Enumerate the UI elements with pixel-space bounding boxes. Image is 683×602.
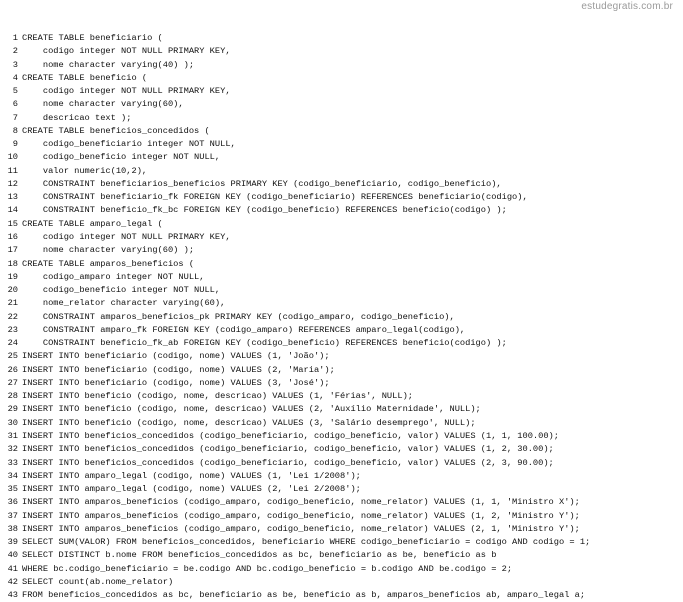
line-number: 12 (7, 178, 18, 189)
code-line-text: INSERT INTO amparos_beneficios (codigo_amparo, codigo_beneficio, nome_relator) VALUES (1, 2, 'Ministro Y'); (22, 510, 580, 521)
code-line-text: CONSTRAINT beneficio_fk_ab FOREIGN KEY (codigo_beneficio) REFERENCES beneficio(codigo) ); (22, 338, 507, 349)
code-line-text: nome character varying(40) ); (22, 59, 195, 70)
code-line-text: nome_relator character varying(60), (22, 298, 226, 309)
code-line (4, 536, 680, 549)
code-line-text: CREATE TABLE amparo_legal ( (22, 218, 163, 229)
code-line-text: INSERT INTO amparo_legal (codigo, nome) VALUES (2, 'Lei 2/2008'); (22, 484, 361, 495)
code-line-text: CREATE TABLE amparos_beneficios ( (22, 258, 195, 269)
line-number: 9 (12, 139, 18, 150)
code-line (4, 457, 680, 470)
line-number: 24 (7, 338, 18, 349)
code-line (4, 72, 680, 85)
line-number: 32 (7, 444, 18, 455)
line-number: 25 (7, 351, 18, 362)
code-line (4, 576, 680, 589)
code-line-text: INSERT INTO beneficio (codigo, nome, descricao) VALUES (3, 'Salário desemprego', NULL); (22, 417, 476, 428)
code-line (4, 284, 680, 297)
line-number: 3 (12, 59, 18, 70)
code-line-text: nome character varying(60) ); (22, 245, 195, 256)
code-line (4, 165, 680, 178)
line-number: 26 (7, 364, 18, 375)
code-line (4, 311, 680, 324)
code-line (4, 563, 680, 576)
line-number: 14 (7, 205, 18, 216)
code-line (4, 324, 680, 337)
code-line-text: INSERT INTO amparo_legal (codigo, nome) VALUES (1, 'Lei 1/2008'); (22, 470, 361, 481)
code-line-text: codigo integer NOT NULL PRIMARY KEY, (22, 46, 231, 57)
code-line (4, 125, 680, 138)
line-number: 13 (7, 192, 18, 203)
line-number: 11 (7, 165, 18, 176)
code-line-text: codigo integer NOT NULL PRIMARY KEY, (22, 86, 231, 97)
line-number: 29 (7, 404, 18, 415)
line-number: 43 (7, 590, 18, 601)
code-line (4, 258, 680, 271)
code-line (4, 271, 680, 284)
line-number: 16 (7, 231, 18, 242)
line-number: 18 (7, 258, 18, 269)
code-line (4, 377, 680, 390)
code-line (4, 523, 680, 536)
code-line (4, 32, 680, 45)
code-line-text: INSERT INTO beneficio (codigo, nome, descricao) VALUES (2, 'Auxílio Maternidade', NULL); (22, 404, 481, 415)
code-line (4, 364, 680, 377)
line-number: 21 (7, 298, 18, 309)
code-line-text: INSERT INTO beneficios_concedidos (codigo_beneficiario, codigo_beneficio, valor) VALUES (1, 2, 30.00); (22, 444, 554, 455)
code-line-text: INSERT INTO amparos_beneficios (codigo_amparo, codigo_beneficio, nome_relator) VALUES (2, 1, 'Ministro Y'); (22, 523, 580, 534)
code-line-text: FROM beneficios_concedidos as bc, beneficiario as be, beneficio as b, amparos_beneficios ab, amparo_legal a; (22, 590, 586, 601)
code-line (4, 443, 680, 456)
code-line-text: CONSTRAINT beneficiarios_beneficios PRIMARY KEY (codigo_beneficiario, codigo_beneficio), (22, 178, 502, 189)
code-line (4, 218, 680, 231)
code-line (4, 417, 680, 430)
line-number: 6 (12, 99, 18, 110)
line-number: 39 (7, 537, 18, 548)
code-line-text: CREATE TABLE beneficio ( (22, 72, 148, 83)
code-line (4, 191, 680, 204)
line-number: 31 (7, 430, 18, 441)
code-line (4, 244, 680, 257)
line-number: 38 (7, 523, 18, 534)
site-watermark: estudegratis.com.br (581, 1, 673, 12)
code-line (4, 98, 680, 111)
code-line (4, 430, 680, 443)
code-line (4, 297, 680, 310)
code-line (4, 589, 680, 602)
code-line (4, 59, 680, 72)
line-number: 10 (7, 152, 18, 163)
line-number: 35 (7, 484, 18, 495)
code-line (4, 138, 680, 151)
code-line-text: codigo_beneficiario integer NOT NULL, (22, 139, 236, 150)
code-line-text: SELECT SUM(VALOR) FROM beneficios_concedidos, beneficiario WHERE codigo_beneficiario = codigo AND codigo = 1; (22, 537, 591, 548)
line-number: 8 (12, 125, 18, 136)
line-number: 4 (12, 72, 18, 83)
code-line (4, 204, 680, 217)
line-number: 2 (12, 46, 18, 57)
code-line-text: CONSTRAINT amparos_beneficios_pk PRIMARY KEY (codigo_amparo, codigo_beneficio), (22, 311, 455, 322)
line-number: 36 (7, 497, 18, 508)
code-line-text: CREATE TABLE beneficios_concedidos ( (22, 125, 210, 136)
line-number: 37 (7, 510, 18, 521)
code-line (4, 390, 680, 403)
code-line (4, 45, 680, 58)
line-number: 41 (7, 563, 18, 574)
line-number: 23 (7, 324, 18, 335)
code-line (4, 549, 680, 562)
line-number: 20 (7, 285, 18, 296)
code-line-text: CONSTRAINT beneficio_fk_bc FOREIGN KEY (codigo_beneficio) REFERENCES beneficio(codigo) ); (22, 205, 507, 216)
code-line (4, 403, 680, 416)
line-number: 7 (12, 112, 18, 123)
line-number: 33 (7, 457, 18, 468)
line-number: 1 (12, 33, 18, 43)
line-number: 34 (7, 470, 18, 481)
code-line-text: CONSTRAINT amparo_fk FOREIGN KEY (codigo_amparo) REFERENCES amparo_legal(codigo), (22, 324, 466, 335)
line-number: 5 (12, 86, 18, 97)
code-line (4, 350, 680, 363)
code-line-text: CREATE TABLE beneficiario ( (22, 33, 163, 43)
line-number: 27 (7, 377, 18, 388)
code-line-text: codigo integer NOT NULL PRIMARY KEY, (22, 231, 231, 242)
line-number: 30 (7, 417, 18, 428)
code-line-text: INSERT INTO amparos_beneficios (codigo_amparo, codigo_beneficio, nome_relator) VALUES (1, 1, 'Ministro X'); (22, 497, 580, 508)
code-line (4, 483, 680, 496)
code-line (4, 510, 680, 523)
code-line (4, 337, 680, 350)
code-line-text: valor numeric(10,2), (22, 165, 148, 176)
code-line-text: INSERT INTO beneficios_concedidos (codigo_beneficiario, codigo_beneficio, valor) VALUES (2, 3, 90.00); (22, 457, 554, 468)
line-number: 28 (7, 391, 18, 402)
code-line (4, 112, 680, 125)
code-line-text: WHERE bc.codigo_beneficiario = be.codigo AND bc.codigo_beneficio = b.codigo AND be.codigo = 2; (22, 563, 513, 574)
code-line (4, 151, 680, 164)
code-line-text: CONSTRAINT beneficiario_fk FOREIGN KEY (codigo_beneficiario) REFERENCES beneficiario(codigo), (22, 192, 528, 203)
code-line-text: SELECT count(ab.nome_relator) (22, 576, 174, 587)
code-line-text: codigo_beneficio integer NOT NULL, (22, 285, 221, 296)
code-line-text: descricao text ); (22, 112, 132, 123)
code-line (4, 231, 680, 244)
code-line-text: INSERT INTO beneficiario (codigo, nome) VALUES (2, 'Maria'); (22, 364, 335, 375)
code-line (4, 178, 680, 191)
code-line-text: codigo_amparo integer NOT NULL, (22, 271, 205, 282)
line-number: 42 (7, 576, 18, 587)
code-line (4, 470, 680, 483)
line-number: 15 (7, 218, 18, 229)
code-line-text: INSERT INTO beneficiario (codigo, nome) VALUES (3, 'José'); (22, 377, 330, 388)
code-line-text: INSERT INTO beneficios_concedidos (codigo_beneficiario, codigo_beneficio, valor) VALUES (1, 1, 100.00); (22, 430, 559, 441)
code-line (4, 85, 680, 98)
line-number: 40 (7, 550, 18, 561)
code-line-text: INSERT INTO beneficiario (codigo, nome) VALUES (1, 'João'); (22, 351, 330, 362)
code-line-text: SELECT DISTINCT b.nome FROM beneficios_concedidos as bc, beneficiario as be, beneficio as b (22, 550, 497, 561)
line-number: 17 (7, 245, 18, 256)
line-number: 19 (7, 271, 18, 282)
code-line-text: codigo_beneficio integer NOT NULL, (22, 152, 221, 163)
code-line (4, 496, 680, 509)
code-line-text: nome character varying(60), (22, 99, 184, 110)
sql-code-listing (4, 32, 680, 602)
line-number: 22 (7, 311, 18, 322)
code-line-text: INSERT INTO beneficio (codigo, nome, descricao) VALUES (1, 'Férias', NULL); (22, 391, 414, 402)
